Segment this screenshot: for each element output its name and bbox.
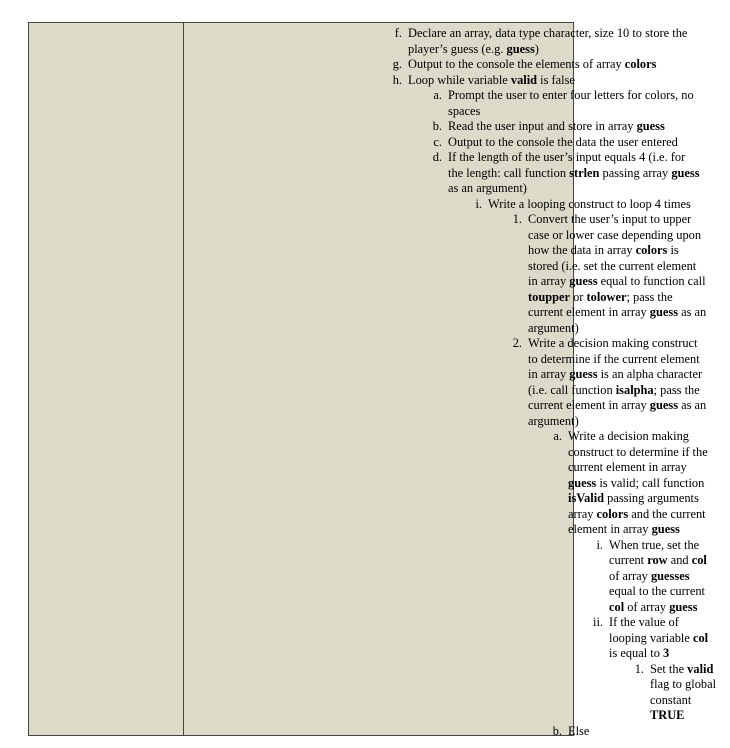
text-line (568, 724, 728, 740)
bold-term: guesses (650, 568, 690, 583)
text-run: in array (528, 367, 570, 381)
text-run: If the length of the user’s input equals 4 (i.e. for (448, 150, 686, 164)
text-run: (i.e. call function (528, 382, 616, 397)
bold-term: colors (596, 506, 629, 521)
text-line (528, 212, 728, 228)
list-item (394, 26, 728, 57)
list-marker: a. (433, 88, 442, 102)
text-line (528, 290, 728, 306)
text-line (448, 119, 728, 135)
text-line (609, 631, 729, 647)
text-run: is (667, 243, 679, 257)
text-run: argument) (528, 320, 579, 335)
text-line (448, 150, 728, 166)
bold-term: guess (568, 475, 597, 490)
bold-term: guess (669, 599, 698, 614)
text-line (448, 181, 728, 197)
text-run: argument) (528, 413, 579, 428)
list-item (512, 212, 728, 336)
text-line (448, 88, 728, 104)
bold-term: valid (510, 72, 538, 87)
text-run: Set the (650, 661, 688, 676)
text-run: as an argument) (448, 181, 527, 195)
list-item (433, 134, 728, 151)
text-run: Read the user input and store in array (448, 119, 637, 133)
text-line (448, 104, 728, 120)
text-run: passing array (599, 165, 672, 180)
text-run: the length: call function (448, 165, 570, 180)
list-marker: h. (392, 72, 402, 87)
text-run: construct to determine if the (568, 444, 708, 459)
text-line (609, 538, 729, 554)
text-line (568, 429, 728, 445)
bold-term: strlen (569, 165, 600, 180)
text-run: as an (678, 305, 707, 319)
list-marker: ii. (593, 615, 603, 629)
bold-term: guess (649, 398, 679, 412)
text-line (568, 491, 728, 507)
text-run: equal to the current (609, 584, 705, 598)
text-line (408, 26, 728, 42)
text-run: passing arguments (604, 491, 699, 505)
bold-term: valid (687, 661, 714, 676)
text-run: is false (537, 72, 575, 87)
text-run: current element in array (528, 305, 650, 319)
text-line (408, 42, 728, 58)
text-line (650, 708, 730, 724)
text-line (528, 414, 728, 430)
text-run: If the value of (609, 615, 679, 629)
text-run: how the data in array (528, 243, 636, 257)
text-run: current element in array (528, 398, 650, 412)
text-run: flag to global (650, 677, 717, 691)
text-run: ) (534, 41, 539, 56)
list-marker: 1. (512, 212, 522, 226)
text-line (528, 383, 728, 399)
list-item (433, 88, 728, 119)
list-item (432, 150, 728, 197)
document-table (28, 22, 717, 738)
bold-term: guess (649, 305, 679, 319)
bold-term: col (609, 599, 625, 614)
text-line (568, 460, 728, 476)
text-line (528, 336, 728, 352)
list-marker: c. (433, 134, 442, 149)
list-item (392, 72, 728, 89)
text-line (528, 398, 728, 414)
text-run: Write a decision making construct (528, 336, 698, 350)
bold-term: guess (671, 165, 700, 180)
text-run: Loop while variable (408, 72, 511, 87)
bold-term: guess (636, 119, 665, 133)
text-line (650, 662, 730, 678)
text-line (528, 274, 728, 290)
text-line (568, 507, 728, 523)
text-line (408, 57, 728, 73)
text-line (609, 569, 729, 585)
text-line (609, 600, 729, 616)
text-run: spaces (448, 103, 481, 118)
text-run: Output to the console the elements of array (408, 57, 625, 71)
text-run: is an alpha character (597, 367, 703, 381)
bold-term: row (647, 553, 668, 567)
list-marker: g. (392, 57, 402, 71)
text-run: current element in array (568, 460, 687, 474)
list-marker: f. (394, 26, 402, 40)
text-line (528, 367, 728, 383)
text-run: current (609, 553, 648, 567)
text-line (528, 259, 728, 275)
list-marker: 2. (512, 336, 522, 350)
bold-term: toupper (528, 289, 570, 304)
bold-term: guess (569, 274, 598, 288)
bold-term: guess (651, 522, 680, 536)
text-line (408, 73, 728, 89)
text-line (488, 197, 728, 213)
text-line (650, 693, 730, 709)
text-line (568, 445, 728, 461)
text-line (568, 522, 728, 538)
text-line (528, 321, 728, 337)
bold-term: isalpha (615, 382, 654, 397)
text-line (609, 646, 729, 662)
bold-term: isValid (568, 491, 605, 505)
text-run: array (568, 506, 597, 521)
text-run: Write a decision making (568, 429, 689, 443)
list-marker: 1. (634, 661, 644, 676)
list-item (432, 119, 728, 135)
bold-term: colors (635, 243, 668, 257)
text-run: is valid; call function (596, 475, 705, 490)
bold-term: colors (624, 57, 657, 71)
text-run: or (570, 289, 587, 304)
list-marker: b. (552, 723, 562, 738)
text-run: constant (650, 692, 692, 707)
bold-term: col (692, 630, 709, 645)
list-item (512, 336, 728, 429)
list-marker: i. (475, 196, 482, 211)
text-line (528, 228, 728, 244)
text-line (448, 166, 728, 182)
text-run: stored (i.e. set the current element (528, 258, 697, 273)
list-item (553, 429, 728, 538)
list-marker: i. (596, 537, 603, 552)
text-run: case or lower case depending upon (528, 227, 702, 242)
bold-term: TRUE (650, 708, 685, 722)
text-line (528, 243, 728, 259)
list-item (596, 537, 729, 616)
bold-term: guess (506, 41, 535, 56)
text-run: Write a looping construct to loop 4 times (488, 196, 691, 211)
text-line (609, 584, 729, 600)
text-run: of array (624, 599, 670, 614)
text-run: Else (568, 723, 590, 738)
text-run: Declare an array, data type character, size 10 to store the (408, 26, 688, 40)
list-item (593, 615, 729, 662)
list-item (634, 661, 730, 724)
bold-term: col (691, 553, 707, 567)
text-run: and the current (628, 506, 706, 521)
text-run: ; pass the (626, 289, 673, 304)
text-run: Output to the console the data the user entered (448, 134, 678, 149)
text-run: of array (609, 568, 651, 583)
text-line (609, 553, 729, 569)
list-marker: a. (553, 429, 562, 443)
text-line (609, 615, 729, 631)
text-run: is equal to (609, 646, 664, 660)
text-run: as an (678, 398, 707, 412)
list-item (552, 723, 728, 740)
bold-term: guess (569, 367, 598, 381)
text-run: Prompt the user to enter four letters for colors, no (448, 88, 694, 102)
text-run: and (667, 553, 692, 567)
text-run: element in array (568, 522, 652, 536)
bold-term: 3 (663, 646, 670, 660)
list-item (392, 57, 728, 73)
text-run: looping variable (609, 630, 693, 645)
text-line (568, 476, 728, 492)
table-left-cell (29, 23, 184, 735)
text-run: Convert the user’s input to upper (528, 212, 692, 226)
text-line (650, 677, 730, 693)
text-line (528, 305, 728, 321)
text-run: equal to function call (597, 274, 706, 288)
bold-term: tolower (586, 289, 627, 304)
list-item (475, 196, 728, 213)
text-line (448, 135, 728, 151)
table-right-cell (184, 23, 717, 738)
list-marker: b. (432, 119, 442, 133)
text-line (528, 352, 728, 368)
text-run: ; pass the (653, 382, 700, 397)
list-marker: d. (432, 150, 442, 164)
text-run: When true, set the (609, 537, 700, 552)
text-run: to determine if the current element (528, 351, 700, 366)
text-run: in array (528, 274, 570, 288)
text-run: player’s guess (e.g. (408, 41, 507, 56)
